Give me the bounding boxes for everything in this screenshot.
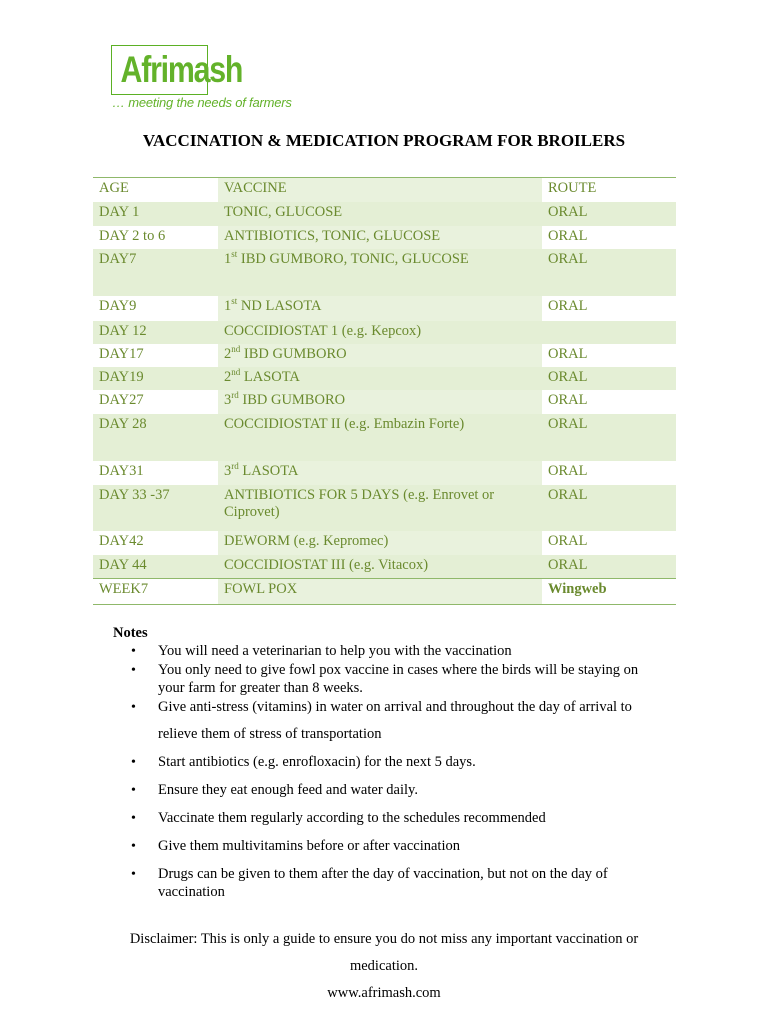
row-age: DAY 28 [93,414,218,461]
disclaimer-line-2: medication. [349,958,419,974]
row-route: ORAL [542,485,676,531]
row-vaccine: FOWL POX [218,579,542,605]
table-row [93,226,676,249]
ordinal-suffix: st [231,248,238,259]
ordinal-number: 2 [224,368,232,385]
disclaimer-line-1: Disclaimer: This is only a guide to ensure you do not miss any important vaccination or [129,931,639,947]
website-link[interactable]: www.afrimash.com [327,985,441,1001]
row-age: WEEK7 [93,579,218,605]
row-age: DAY31 [99,462,144,479]
table-row [93,531,676,555]
row-vaccine [218,249,542,296]
table-row [93,579,676,605]
table-row [93,367,676,390]
row-route: ORAL [542,202,676,226]
row-route: ORAL [542,555,676,579]
row-age: DAY 12 [93,321,218,344]
list-item: • Vaccinate them regularly according to the schedules recommended [131,810,661,828]
row-age: DAY 44 [93,555,218,579]
row-age: DAY17 [99,345,144,362]
afrimash-logo [111,45,243,95]
row-vaccine: TONIC, GLUCOSE [218,202,542,226]
table-row [93,555,676,579]
ordinal-suffix: st [231,295,238,306]
row-route: Wingweb [542,579,676,605]
row-vaccine: COCCIDIOSTAT III (e.g. Vitacox) [218,555,542,579]
ordinal-number: 3 [224,462,232,479]
ordinal-number: 3 [224,391,232,408]
row-route [542,321,676,344]
row-age: DAY 2 to 6 [99,227,166,244]
row-age: DAY27 [99,391,144,408]
row-vaccine: COCCIDIOSTAT 1 (e.g. Kepcox) [218,321,542,344]
list-item: • Drugs can be given to them after the day of vaccination, but not on the day of vaccination [131,866,661,901]
row-vaccine [218,367,542,390]
table-row [93,414,676,461]
list-item: • Give anti-stress (vitamins) in water on arrival and throughout the day of arrival to [131,699,661,717]
row-route: ORAL [548,297,588,314]
row-vaccine [218,390,542,414]
row-route: ORAL [542,367,676,390]
row-route: ORAL [548,532,588,549]
table-row [93,485,676,531]
row-age: DAY42 [99,532,144,549]
list-item: • Start antibiotics (e.g. enrofloxacin) for the next 5 days. [131,754,661,772]
row-age: DAY19 [93,367,218,390]
ordinal-suffix: nd [231,366,241,377]
row-vaccine [218,296,542,321]
row-route: ORAL [548,227,588,244]
ordinal-number: 1 [224,297,232,314]
row-vaccine: ANTIBIOTICS, TONIC, GLUCOSE [218,226,542,249]
table-header-row [93,178,676,202]
table-row [93,321,676,344]
row-age: DAY 33 -37 [93,485,218,531]
row-vaccine [218,461,542,485]
table-row [93,390,676,414]
ordinal-number: 2 [224,345,232,362]
list-item-continuation: relieve them of stress of transportation [158,726,382,742]
vaccine-text: IBD GUMBORO [240,345,347,362]
list-item: • Ensure they eat enough feed and water daily. [131,782,661,800]
row-vaccine [218,344,542,367]
table-row [93,249,676,296]
table-row [93,344,676,367]
header-age: AGE [93,178,218,202]
row-route: ORAL [548,345,588,362]
row-age: DAY9 [99,297,137,314]
vaccine-text: ND LASOTA [237,297,322,314]
vaccine-text: IBD GUMBORO [238,391,346,408]
table-row [93,202,676,226]
table-row [93,296,676,321]
logo-tagline: … meeting the needs of farmers [112,95,292,110]
header-vaccine: VACCINE [218,178,542,202]
logo-wordmark: Afrimash [120,49,243,90]
ordinal-number: 1 [224,250,232,267]
row-route: ORAL [548,391,588,408]
ordinal-suffix: nd [231,343,241,354]
list-item: • You will need a veterinarian to help you with the vaccination [131,643,661,661]
table-row [93,461,676,485]
row-age: DAY 1 [93,202,218,226]
row-route: ORAL [542,414,676,461]
list-item: • Give them multivitamins before or after vaccination [131,838,661,856]
notes-heading: Notes [113,625,148,641]
row-route: ORAL [548,462,588,479]
list-item: • You only need to give fowl pox vaccine in cases where the birds will be staying on your farm for greater than 8 weeks. [131,662,661,697]
vaccination-schedule-table [93,177,676,605]
row-vaccine: ANTIBIOTICS FOR 5 DAYS (e.g. Enrovet or Ciprovet) [218,485,542,531]
page-title: VACCINATION & MEDICATION PROGRAM FOR BROILERS [142,131,626,150]
ordinal-suffix: rd [231,460,239,471]
vaccine-text: LASOTA [238,462,299,479]
row-age: DAY7 [93,249,218,296]
row-vaccine: DEWORM (e.g. Kepromec) [218,531,542,555]
header-route: ROUTE [542,178,676,202]
row-route: ORAL [542,249,676,296]
row-vaccine: COCCIDIOSTAT II (e.g. Embazin Forte) [218,414,542,461]
ordinal-suffix: rd [231,389,239,400]
vaccine-text: IBD GUMBORO, TONIC, GLUCOSE [237,250,469,267]
vaccine-text: LASOTA [240,368,300,385]
